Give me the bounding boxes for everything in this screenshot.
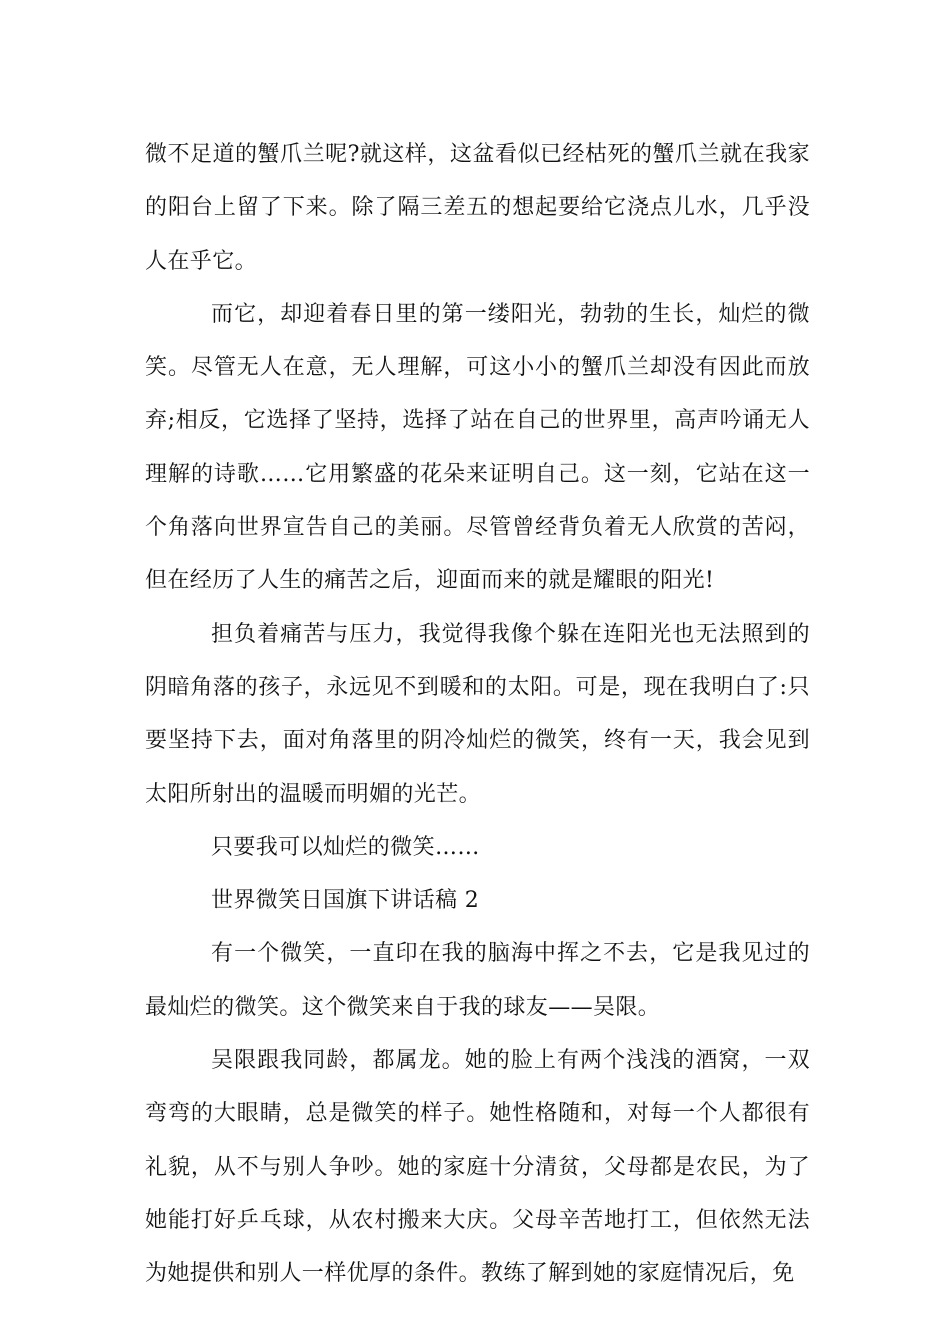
section-heading: 世界微笑日国旗下讲话稿 2 <box>211 888 480 914</box>
paragraph-6: 吴限跟我同龄，都属龙。她的脸上有两个浅浅的酒窝，一双弯弯的大眼睛，总是微笑的样子。她性格随和，对每一个人都很有礼貌，从不与别人争吵。她的家庭十分清贫，父母都是农民，为了她能打好乒乓球，从农村搬来大庆。父母辛苦地打工，但依然无法为她提供和别人一样优厚的条件。教练了解到她的家庭情况后，免 <box>145 1048 810 1287</box>
document-body <box>145 128 810 1301</box>
paragraph-3: 担负着痛苦与压力，我觉得我像个躲在连阳光也无法照到的阴暗角落的孩子，永远见不到暖和的太阳。可是，现在我明白了:只要坚持下去，面对角落里的阴冷灿烂的微笑，终有一天，我会见到太阳所射出的温暖而明媚的光芒。 <box>145 621 810 807</box>
paragraph-5: 有一个微笑，一直印在我的脑海中挥之不去，它是我见过的最灿烂的微笑。这个微笑来自于我的球友——吴限。 <box>145 941 810 1020</box>
paragraph-4: 只要我可以灿烂的微笑…… <box>211 834 480 860</box>
paragraph-1: 微不足道的蟹爪兰呢?就这样，这盆看似已经枯死的蟹爪兰就在我家的阳台上留了下来。除了隔三差五的想起要给它浇点儿水，几乎没人在乎它。 <box>145 142 810 274</box>
paragraph-2: 而它，却迎着春日里的第一缕阳光，勃勃的生长，灿烂的微笑。尽管无人在意，无人理解，可这小小的蟹爪兰却没有因此而放弃;相反，它选择了坚持，选择了站在自己的世界里，高声吟诵无人理解的诗歌……它用繁盛的花朵来证明自己。这一刻，它站在这一个角落向世界宣告自己的美丽。尽管曾经背负着无人欣赏的苦闷，但在经历了人生的痛苦之后，迎面而来的就是耀眼的阳光! <box>145 301 810 594</box>
